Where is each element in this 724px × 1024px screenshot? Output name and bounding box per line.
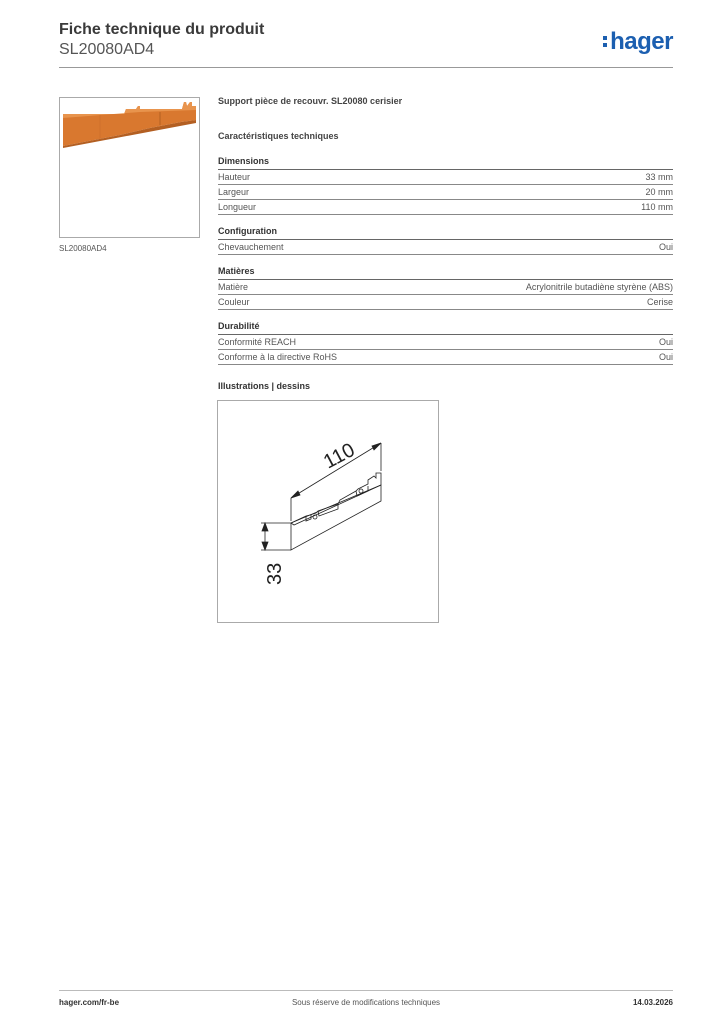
spec-row [218, 335, 673, 350]
spec-value: Acrylonitrile butadiène styrène (ABS) [525, 282, 673, 292]
spec-label: Longueur [218, 202, 257, 212]
document-date: 14.03.2026 [632, 998, 673, 1007]
logo-text: hager [610, 28, 673, 55]
spec-label: Hauteur [218, 172, 251, 182]
document-title: Fiche technique du produit [59, 21, 265, 38]
spec-label: Conforme à la directive RoHS [218, 352, 338, 362]
spec-value: 20 mm [645, 187, 673, 197]
spec-value: 33 mm [645, 172, 673, 182]
section-materials [218, 266, 673, 310]
logo-dots-icon [603, 33, 608, 49]
section-title: Configuration [218, 226, 673, 240]
technical-drawing [217, 400, 439, 623]
spec-value: 110 mm [641, 202, 673, 212]
spec-row [218, 185, 673, 200]
website-link[interactable]: hager.com/fr-be [59, 998, 120, 1007]
spec-label: Largeur [218, 187, 250, 197]
spec-row [218, 350, 673, 365]
illustrations-title: Illustrations | dessins [218, 381, 311, 391]
spec-label: Matière [218, 282, 249, 292]
section-title: Dimensions [218, 156, 673, 170]
product-photo [60, 98, 199, 237]
spec-row [218, 240, 673, 255]
spec-label: Couleur [218, 297, 250, 307]
disclaimer-note: Sous réserve de modifications techniques [291, 998, 441, 1007]
section-configuration [218, 226, 673, 255]
header-divider [59, 67, 673, 68]
spec-value: Oui [658, 352, 673, 362]
tech-characteristics-title: Caractéristiques techniques [218, 131, 339, 141]
product-image [59, 97, 200, 238]
spec-label: Chevauchement [218, 242, 284, 252]
page-header [59, 20, 673, 60]
spec-row [218, 280, 673, 295]
product-description: Support pièce de recouvr. SL20080 cerisier [218, 96, 403, 106]
image-caption: SL20080AD4 [59, 244, 107, 253]
spec-row [218, 295, 673, 310]
spec-row [218, 170, 673, 185]
product-details [218, 96, 673, 365]
footer-divider [59, 990, 673, 991]
section-dimensions [218, 156, 673, 215]
dimension-drawing [218, 401, 438, 622]
spec-value: Cerise [646, 297, 673, 307]
product-code: SL20080AD4 [59, 41, 155, 58]
spec-row [218, 200, 673, 215]
hager-logo[interactable] [603, 28, 673, 56]
spec-label: Conformité REACH [218, 337, 297, 347]
length-dimension-label: 110 [320, 439, 359, 474]
section-title: Durabilité [218, 321, 673, 335]
section-title: Matières [218, 266, 673, 280]
spec-value: Oui [658, 337, 673, 347]
section-durability [218, 321, 673, 365]
spec-value: Oui [658, 242, 673, 252]
height-dimension-label: 33 [264, 562, 286, 585]
